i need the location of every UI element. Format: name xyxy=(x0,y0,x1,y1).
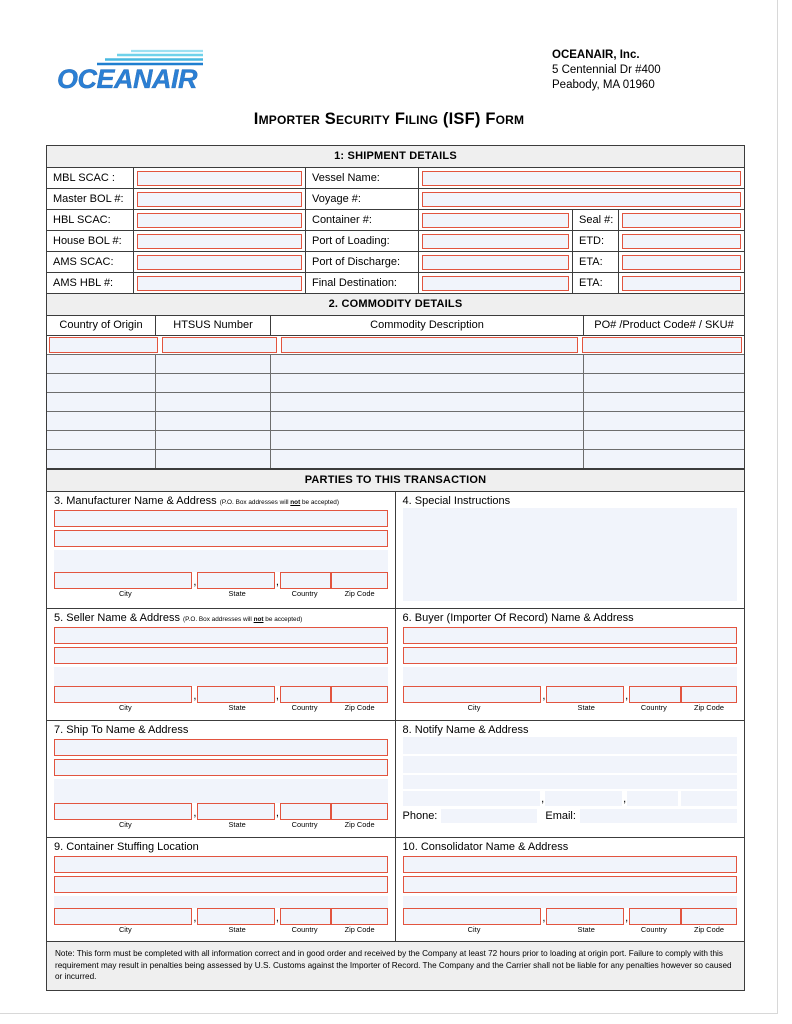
commodity-cell-commodity-description[interactable] xyxy=(271,450,584,468)
comma-separator: , xyxy=(275,690,279,702)
buyer-address-input[interactable] xyxy=(403,647,738,664)
comma-separator: , xyxy=(541,793,545,805)
container-stuffing-country-input[interactable] xyxy=(280,908,331,925)
ship-to-country-input[interactable] xyxy=(280,803,331,820)
commodity-cell-po-product-code-sku[interactable] xyxy=(584,374,744,392)
caption-city: City xyxy=(118,820,132,829)
commodity-cell-country-of-origin[interactable] xyxy=(47,393,156,411)
section-special-instructions-title xyxy=(396,492,745,508)
shipment-input-left[interactable] xyxy=(134,231,306,251)
section-ship-to-title xyxy=(47,721,395,737)
page-header xyxy=(0,0,778,100)
ship-to-city-row xyxy=(54,803,388,820)
section-number: 7. xyxy=(54,724,64,736)
section-number: 9. xyxy=(54,841,64,853)
shipment-row xyxy=(47,273,744,293)
column-header-po-product-sku: PO# /Product Code# / SKU# xyxy=(584,316,744,335)
caption-state: State xyxy=(577,925,595,934)
ship-to-city-input[interactable] xyxy=(54,803,192,820)
section-label: Ship To Name & Address xyxy=(66,724,189,736)
manufacturer-zip-input[interactable] xyxy=(331,572,387,589)
commodity-table-header xyxy=(47,316,744,336)
comma-separator: , xyxy=(193,912,197,924)
shipment-label-middle: Container #: xyxy=(306,210,419,230)
po-box-note: (P.O. Box addresses will not be accepted) xyxy=(219,499,339,506)
caption-city: City xyxy=(118,925,132,934)
shipment-input-right[interactable] xyxy=(619,252,744,272)
caption-country: Country xyxy=(291,589,318,598)
comma-separator: , xyxy=(275,576,279,588)
container-stuffing-spacer xyxy=(54,896,388,908)
buyer-name-input[interactable] xyxy=(403,627,738,644)
shipment-input-left[interactable] xyxy=(134,210,306,230)
notify-name-input[interactable] xyxy=(403,737,738,754)
comma-separator: , xyxy=(193,690,197,702)
email-label: Email: xyxy=(545,810,576,822)
commodity-row xyxy=(47,355,744,374)
section-seller-title xyxy=(47,609,395,625)
shipment-input-middle[interactable] xyxy=(419,189,744,209)
ship-to-address-input[interactable] xyxy=(54,759,388,776)
ship-to-captions xyxy=(54,820,388,829)
consolidator-name-input[interactable] xyxy=(403,856,738,873)
seller-spacer xyxy=(54,667,388,686)
consolidator-city-input[interactable] xyxy=(403,908,542,925)
notify-spacer xyxy=(403,775,738,789)
parties-heading: PARTIES TO THIS TRANSACTION xyxy=(47,469,744,492)
caption-zip: Zip Code xyxy=(344,589,375,598)
comma-separator: , xyxy=(193,576,197,588)
ship-to-spacer xyxy=(54,779,388,803)
caption-zip: Zip Code xyxy=(344,925,375,934)
manufacturer-city-input[interactable] xyxy=(54,572,192,589)
section-buyer-title xyxy=(396,609,745,625)
caption-zip: Zip Code xyxy=(344,703,375,712)
manufacturer-captions xyxy=(54,589,388,598)
caption-state: State xyxy=(228,925,246,934)
commodity-cell-po-product-code-sku[interactable] xyxy=(582,337,742,353)
shipment-label-left: HBL SCAC: xyxy=(47,210,134,230)
caption-state: State xyxy=(228,703,246,712)
caption-country: Country xyxy=(291,925,318,934)
section-buyer xyxy=(396,609,745,721)
shipment-input-right[interactable] xyxy=(619,210,744,230)
manufacturer-country-input[interactable] xyxy=(280,572,331,589)
buyer-state-input[interactable] xyxy=(546,686,624,703)
shipment-label-right: Seal #: xyxy=(573,210,619,230)
section-label: Consolidator Name & Address xyxy=(420,841,569,853)
comma-separator: , xyxy=(625,690,629,702)
container-stuffing-address-input[interactable] xyxy=(54,876,388,893)
caption-city: City xyxy=(467,925,481,934)
shipment-row xyxy=(47,252,744,273)
commodity-cell-htsus-number[interactable] xyxy=(156,431,271,449)
container-stuffing-zip-input[interactable] xyxy=(331,908,387,925)
po-box-note: (P.O. Box addresses will not be accepted) xyxy=(183,616,303,623)
caption-country: Country xyxy=(640,925,667,934)
section-number: 4. xyxy=(402,495,412,507)
seller-city-row xyxy=(54,686,388,703)
commodity-cell-po-product-code-sku[interactable] xyxy=(584,450,744,468)
shipment-label-left: Master BOL #: xyxy=(47,189,134,209)
caption-state: State xyxy=(228,820,246,829)
commodity-cell-country-of-origin[interactable] xyxy=(47,355,156,373)
seller-country-input[interactable] xyxy=(280,686,331,703)
caption-state: State xyxy=(228,589,246,598)
caption-city: City xyxy=(467,703,481,712)
caption-city: City xyxy=(118,589,132,598)
buyer-spacer xyxy=(403,667,738,686)
company-address-line-1: 5 Centennial Dr #400 xyxy=(552,64,661,76)
seller-state-input[interactable] xyxy=(197,686,274,703)
section-label: Container Stuffing Location xyxy=(66,841,199,853)
comma-separator: , xyxy=(625,912,629,924)
shipment-row xyxy=(47,210,744,231)
section-consolidator xyxy=(396,838,745,941)
phone-label: Phone: xyxy=(402,810,438,822)
parties-grid xyxy=(47,492,744,941)
notify-city-row xyxy=(403,791,738,806)
commodity-cell-po-product-code-sku[interactable] xyxy=(584,431,744,449)
form-body xyxy=(46,145,745,991)
shipment-label-right: ETD: xyxy=(573,231,619,251)
commodity-cell-commodity-description[interactable] xyxy=(271,374,584,392)
shipment-label-right: ETA: xyxy=(573,273,619,293)
consolidator-address-input[interactable] xyxy=(403,876,738,893)
special-instructions-textarea[interactable] xyxy=(403,508,738,601)
shipment-label-right: ETA: xyxy=(573,252,619,272)
commodity-cell-htsus-number[interactable] xyxy=(156,412,271,430)
logo-wordmark: OCEANAIR xyxy=(57,64,198,94)
shipment-label-middle: Final Destination: xyxy=(306,273,419,293)
commodity-details-heading: 2. COMMODITY DETAILS xyxy=(47,293,744,316)
shipment-row xyxy=(47,189,744,210)
section-seller xyxy=(47,609,395,721)
column-header-commodity-description: Commodity Description xyxy=(271,316,584,335)
notify-phone-input[interactable] xyxy=(441,809,537,823)
consolidator-city-row xyxy=(403,908,738,925)
notify-contact-row xyxy=(403,809,738,823)
consolidator-captions xyxy=(403,925,738,934)
commodity-cell-po-product-code-sku[interactable] xyxy=(584,412,744,430)
manufacturer-spacer xyxy=(54,550,388,572)
container-stuffing-captions xyxy=(54,925,388,934)
commodity-cell-htsus-number[interactable] xyxy=(156,450,271,468)
commodity-table-body xyxy=(47,336,744,469)
commodity-cell-country-of-origin[interactable] xyxy=(47,374,156,392)
company-address-block xyxy=(552,48,742,93)
section-number: 10. xyxy=(402,841,418,853)
section-container-stuffing xyxy=(47,838,395,941)
consolidator-country-input[interactable] xyxy=(629,908,681,925)
notify-address-input[interactable] xyxy=(403,756,738,773)
section-number: 3. xyxy=(54,495,64,507)
section-consolidator-title xyxy=(396,838,745,854)
caption-country: Country xyxy=(640,703,667,712)
section-label: Manufacturer Name & Address xyxy=(66,495,217,507)
seller-city-input[interactable] xyxy=(54,686,192,703)
parties-left-column xyxy=(47,492,396,941)
commodity-row xyxy=(47,431,744,450)
footer-note: Note: This form must be completed with all information correct and in good order and received by the Company at least 72 hours prior to loading at origin port. Failure to comply with this requirement may result in penalties being assessed by U.S. Customs against the Importer of Record. The Company and the Carrier shall not be liable for any penalties however so caused or incurred. xyxy=(47,941,744,990)
section-notify xyxy=(396,721,745,838)
section-label: Notify Name & Address xyxy=(414,724,529,736)
ship-to-state-input[interactable] xyxy=(197,803,274,820)
buyer-captions xyxy=(403,703,738,712)
caption-state: State xyxy=(577,703,595,712)
section-manufacturer-title xyxy=(47,492,395,508)
shipment-row xyxy=(47,168,744,189)
caption-zip: Zip Code xyxy=(344,820,375,829)
comma-separator: , xyxy=(623,793,627,805)
shipment-label-left: House BOL #: xyxy=(47,231,134,251)
commodity-cell-country-of-origin[interactable] xyxy=(47,450,156,468)
shipment-row xyxy=(47,231,744,252)
commodity-cell-country-of-origin[interactable] xyxy=(47,431,156,449)
consolidator-zip-input[interactable] xyxy=(681,908,737,925)
shipment-details-table xyxy=(47,168,744,293)
caption-city: City xyxy=(118,703,132,712)
commodity-row xyxy=(47,450,744,469)
shipment-input-middle[interactable] xyxy=(419,210,573,230)
consolidator-spacer xyxy=(403,896,738,908)
shipment-details-heading: 1: SHIPMENT DETAILS xyxy=(47,146,744,168)
section-label: Buyer (Importer Of Record) Name & Address xyxy=(414,612,634,624)
shipment-label-middle: Vessel Name: xyxy=(306,168,419,188)
container-stuffing-city-row xyxy=(54,908,388,925)
seller-address-input[interactable] xyxy=(54,647,388,664)
column-header-htsus-number: HTSUS Number xyxy=(156,316,271,335)
seller-captions xyxy=(54,703,388,712)
section-notify-title xyxy=(396,721,745,737)
caption-country: Country xyxy=(291,703,318,712)
comma-separator: , xyxy=(542,912,546,924)
commodity-cell-htsus-number[interactable] xyxy=(156,374,271,392)
section-special-instructions xyxy=(396,492,745,609)
ship-to-name-input[interactable] xyxy=(54,739,388,756)
buyer-city-row xyxy=(403,686,738,703)
commodity-cell-po-product-code-sku[interactable] xyxy=(584,393,744,411)
container-stuffing-name-input[interactable] xyxy=(54,856,388,873)
seller-zip-input[interactable] xyxy=(331,686,387,703)
container-stuffing-city-input[interactable] xyxy=(54,908,192,925)
section-number: 8. xyxy=(402,724,412,736)
commodity-row xyxy=(47,336,744,355)
notify-zip-input[interactable] xyxy=(681,791,737,806)
section-number: 6. xyxy=(402,612,412,624)
notify-state-input[interactable] xyxy=(545,791,622,806)
caption-zip: Zip Code xyxy=(693,703,724,712)
commodity-cell-country-of-origin[interactable] xyxy=(49,337,158,353)
shipment-input-left[interactable] xyxy=(134,273,306,293)
column-header-country-of-origin: Country of Origin xyxy=(47,316,156,335)
notify-email-input[interactable] xyxy=(580,809,737,823)
section-ship-to xyxy=(47,721,395,838)
comma-separator: , xyxy=(275,912,279,924)
section-number: 5. xyxy=(54,612,64,624)
shipment-input-right[interactable] xyxy=(619,273,744,293)
commodity-row xyxy=(47,374,744,393)
shipment-input-middle[interactable] xyxy=(419,231,573,251)
section-manufacturer xyxy=(47,492,395,609)
container-stuffing-state-input[interactable] xyxy=(197,908,274,925)
company-name: OCEANAIR, Inc. xyxy=(552,49,640,61)
manufacturer-city-row xyxy=(54,572,388,589)
notify-city-input[interactable] xyxy=(403,791,541,806)
shipment-input-middle[interactable] xyxy=(419,252,573,272)
commodity-row xyxy=(47,393,744,412)
comma-separator: , xyxy=(275,807,279,819)
shipment-label-middle: Port of Loading: xyxy=(306,231,419,251)
oceanair-logo xyxy=(57,47,207,95)
section-label: Seller Name & Address xyxy=(66,612,180,624)
commodity-cell-commodity-description[interactable] xyxy=(271,355,584,373)
company-address-line-2: Peabody, MA 01960 xyxy=(552,79,655,91)
shipment-input-right[interactable] xyxy=(619,231,744,251)
consolidator-state-input[interactable] xyxy=(546,908,624,925)
parties-right-column xyxy=(396,492,745,941)
buyer-city-input[interactable] xyxy=(403,686,542,703)
shipment-input-middle[interactable] xyxy=(419,273,573,293)
buyer-country-input[interactable] xyxy=(629,686,681,703)
commodity-cell-htsus-number[interactable] xyxy=(156,393,271,411)
shipment-label-left: MBL SCAC : xyxy=(47,168,134,188)
buyer-zip-input[interactable] xyxy=(681,686,737,703)
commodity-cell-country-of-origin[interactable] xyxy=(47,412,156,430)
shipment-label-middle: Port of Discharge: xyxy=(306,252,419,272)
commodity-cell-commodity-description[interactable] xyxy=(271,431,584,449)
shipment-input-left[interactable] xyxy=(134,252,306,272)
commodity-cell-commodity-description[interactable] xyxy=(271,412,584,430)
shipment-input-left[interactable] xyxy=(134,168,306,188)
commodity-cell-commodity-description[interactable] xyxy=(281,337,578,353)
shipment-label-left: AMS SCAC: xyxy=(47,252,134,272)
shipment-input-left[interactable] xyxy=(134,189,306,209)
caption-zip: Zip Code xyxy=(693,925,724,934)
seller-name-input[interactable] xyxy=(54,627,388,644)
caption-country: Country xyxy=(291,820,318,829)
manufacturer-address-input[interactable] xyxy=(54,530,388,547)
ship-to-zip-input[interactable] xyxy=(331,803,387,820)
commodity-cell-commodity-description[interactable] xyxy=(271,393,584,411)
section-container-stuffing-title xyxy=(47,838,395,854)
commodity-row xyxy=(47,412,744,431)
manufacturer-state-input[interactable] xyxy=(197,572,274,589)
commodity-cell-htsus-number[interactable] xyxy=(156,355,271,373)
shipment-label-middle: Voyage #: xyxy=(306,189,419,209)
shipment-input-middle[interactable] xyxy=(419,168,744,188)
comma-separator: , xyxy=(193,807,197,819)
comma-separator: , xyxy=(542,690,546,702)
manufacturer-name-input[interactable] xyxy=(54,510,388,527)
page-title: Importer Security Filing (ISF) Form xyxy=(253,110,525,128)
commodity-cell-po-product-code-sku[interactable] xyxy=(584,355,744,373)
section-label: Special Instructions xyxy=(414,495,511,507)
shipment-label-left: AMS HBL #: xyxy=(47,273,134,293)
commodity-cell-htsus-number[interactable] xyxy=(162,337,277,353)
notify-country-input[interactable] xyxy=(627,791,678,806)
